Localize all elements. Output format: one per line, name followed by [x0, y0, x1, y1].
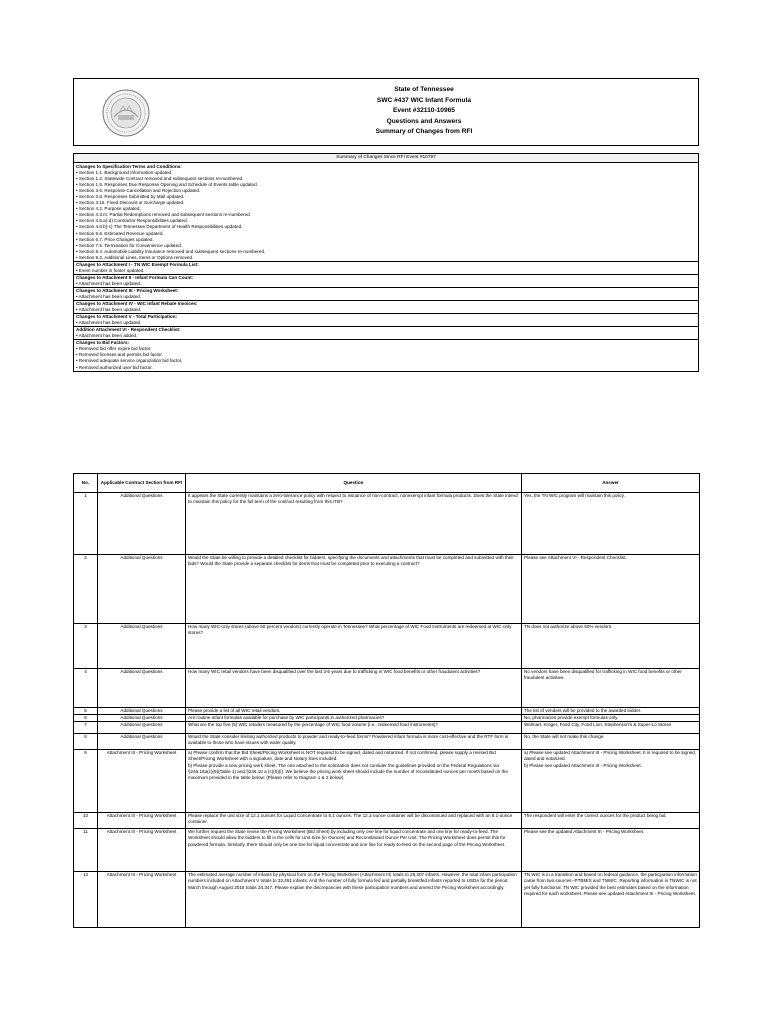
- row-number: 1: [74, 493, 98, 555]
- row-answer: Please see the updated Attachment III - Pricing Worksheet.: [522, 829, 700, 872]
- summary-item: • Section 3.6. Response Cancellation and Rejection updated.: [76, 188, 201, 194]
- table-row: [74, 872, 700, 928]
- row-section: Attachment III - Pricing Worksheet: [98, 750, 186, 813]
- summary-section: [74, 262, 698, 275]
- summary-item: • Section 7.5. Termination for Convenience updated.: [76, 242, 182, 248]
- row-number: 2: [74, 555, 98, 624]
- summary-item: • Section 4.6.b)-c) The Tennessee Department of Health Responsibilities updated.: [76, 224, 243, 230]
- summary-section: [74, 163, 698, 262]
- row-question: Would the State consider limiting authorized products to powder and ready-to-feed forms? Powdered infant formula is more cost-effective and the RTF form is available to those who have issues with water quality.: [186, 734, 522, 750]
- summary-item: • Removed adequate service organization bid factor.: [76, 358, 183, 364]
- row-number: 9: [74, 750, 98, 813]
- header-line: Summary of Changes from RFI: [375, 128, 473, 136]
- col-header-answer: Answer: [522, 474, 700, 493]
- row-number: 7: [74, 722, 98, 734]
- summary-item: • Attachment has been updated.: [76, 280, 142, 286]
- table-row: [74, 750, 700, 813]
- document-header: [73, 78, 699, 146]
- row-number: 3: [74, 624, 98, 669]
- summary-item: • Section 8.4. Automobile Liability Insurance removed and subsequent sections re-numbered.: [76, 248, 266, 254]
- table-row: [74, 722, 700, 734]
- row-answer: No, pharmacies provide exempt formulas only.: [522, 715, 700, 722]
- row-section: Additional Questions: [98, 493, 186, 555]
- row-number: 11: [74, 829, 98, 872]
- header-line: Questions and Answers: [386, 117, 462, 125]
- summary-section-heading: Changes to Attachment III - Pricing Worksheet:: [76, 287, 179, 293]
- row-answer: TN does not authorize above 50% vendors.: [522, 624, 700, 669]
- row-answer: No vendors have been disqualified for trafficking in WIC food benefits or other fraudulent activities.: [522, 669, 700, 708]
- row-question: How many WIC retail vendors have been disqualified over the last 3-5 years due to trafficking in WIC food benefits or other fraudulent activities?: [186, 669, 522, 708]
- row-question: Are routine infant formulas available for purchase by WIC participants in authorized pharmacies?: [186, 715, 522, 722]
- row-section: Additional Questions: [98, 722, 186, 734]
- summary-item: • Section 1.1. Background Information updated.: [76, 170, 173, 176]
- summary-item: • Event number in footer updated.: [76, 267, 145, 273]
- summary-item: • Section 1.5. Responses Due Response Opening and Schedule of Events table updated.: [76, 182, 258, 188]
- state-seal-icon: [102, 89, 150, 137]
- row-answer: The list of vendors will be provided to the awarded bidder.: [522, 708, 700, 715]
- table-row: [74, 493, 700, 555]
- summary-section: [74, 314, 698, 327]
- row-question: How many WIC-only stores (above 50 percent vendors) currently operate in Tennessee? What percentage of WIC Food Instruments are redeemed at WIC-only stores?: [186, 624, 522, 669]
- row-number: 10: [74, 813, 98, 829]
- summary-section-heading: Changes to Attachment IV - WIC Infant Rebate Invoices:: [76, 301, 198, 307]
- summary-item: • Section 3.8. Responses Submitted by Mail updated.: [76, 194, 185, 200]
- row-section: Additional Questions: [98, 734, 186, 750]
- summary-item: • Removed authorized user bid factor.: [76, 364, 153, 370]
- summary-section-heading: Changes to Attachment V - Total Participation:: [76, 314, 178, 320]
- row-question: What are the top five (5) WIC retailers measured by the percentage of WIC food volume (i.e., redeemed food instruments)?: [186, 722, 522, 734]
- table-row: [74, 624, 700, 669]
- summary-section: [74, 275, 698, 288]
- row-section: Attachment III - Pricing Worksheet: [98, 813, 186, 829]
- summary-section: [74, 327, 698, 340]
- row-question: Please provide a list of all WIC retail vendors.: [186, 708, 522, 715]
- summary-item: • Section 6.6. Estimated Revenue updated.: [76, 230, 164, 236]
- summary-item: • Section 9.3. Additional Lines, Items or Options removed.: [76, 254, 194, 260]
- summary-of-changes: [73, 153, 699, 372]
- table-row: [74, 813, 700, 829]
- row-section: Additional Questions: [98, 669, 186, 708]
- row-number: 4: [74, 669, 98, 708]
- summary-item: • Attachment has been added.: [76, 333, 138, 339]
- header-line: Event #32110-10965: [393, 107, 455, 115]
- summary-item: • Section 3.15. Fixed Discount or Surcharge updated.: [76, 200, 185, 206]
- table-row: [74, 708, 700, 715]
- summary-item: • Section 4.3.m. Partial Redemptions removed and subsequent sections re-numbered.: [76, 212, 251, 218]
- summary-title: Summary of Changes Since RFI Event #10797: [74, 154, 698, 163]
- row-section: Additional Questions: [98, 555, 186, 624]
- summary-item: • Attachment has been updated.: [76, 320, 142, 326]
- row-number: 6: [74, 715, 98, 722]
- row-answer: a) Please see updated Attachment III - Pricing Worksheet. It is required to be signed, dated and notarized. b) Please see updated Attachment III - Pricing Worksheet.: [522, 750, 700, 813]
- col-header-section: Applicable Contract Section from RFI: [98, 474, 186, 493]
- summary-section-heading: Changes to Specification Terms and Conditions:: [76, 164, 182, 169]
- row-answer: TN WIC is in a transition and based on federal guidance, the participation information came from two sources--PTBMIS and TNWIC. Reporting information in TNWIC is not yet fully functional. TN WIC provided the best estimates based on the information required for each worksheet. Please see updated Attachment III - Pricing Worksheet.: [522, 872, 700, 928]
- table-row: [74, 715, 700, 722]
- summary-item: • Attachment has been updated.: [76, 293, 142, 299]
- row-question: a) Please confirm that the Bid Sheet/Pricing Worksheet is NOT required to be signed, dated and notarized. If not confirmed, please supply a revised Bid Sheet/Pricing Worksheet with a signature, date and Notary lines included. b) Please provide a new pricing work sheet. The one attached to the solicitation does not consider the guidelines provided on the Federal Regulations via §246.16a(c)(9)(Table 1) and §246.10 a (c)(5)(i). We believe the pricing work sheet should include the number of reconstituted ounces per month based on the maximum provided in the table below: (Please refer to Diagram 1 & 2 below).: [186, 750, 522, 813]
- row-answer: No, the State will not make this change.: [522, 734, 700, 750]
- header-line: State of Tennessee: [394, 86, 454, 93]
- row-section: Attachment III - Pricing Worksheet: [98, 829, 186, 872]
- summary-section: [74, 340, 698, 370]
- row-answer: Please see Attachment VI - Respondent Checklist.: [522, 555, 700, 624]
- table-header-row: [74, 474, 700, 493]
- row-question: It appears the State currently maintains a zero-tolerance policy with respect to issuance of non-contract, nonexempt infant formula products. Does the State intend to maintain this policy for the full term of the contract resulting from this ITB?: [186, 493, 522, 555]
- summary-section: [74, 288, 698, 301]
- row-section: Additional Questions: [98, 708, 186, 715]
- row-section: Attachment III - Pricing Worksheet: [98, 872, 186, 928]
- row-answer: Yes, the TN WIC program will maintain this policy.: [522, 493, 700, 555]
- row-answer: The respondent will enter the correct ounces for the product being bid.: [522, 813, 700, 829]
- summary-item: • Attachment has been updated.: [76, 307, 142, 313]
- table-row: [74, 669, 700, 708]
- table-row: [74, 734, 700, 750]
- row-section: Additional Questions: [98, 624, 186, 669]
- summary-section-heading: Changes to Attachment II - Infant Formula Can Count:: [76, 274, 194, 280]
- summary-item: • Removed licenses and permits bid factor.: [76, 352, 163, 358]
- row-section: Additional Questions: [98, 715, 186, 722]
- row-answer: Walmart, Kroger, Food City, Food Lion, Stephenson's & Super-Lo Stores: [522, 722, 700, 734]
- row-number: 8: [74, 734, 98, 750]
- row-question: Please replace the unit size of 12.1 ounces for Liquid Concentrate to 8.1 ounces. The 12.1-ounce container will be discontinued and replaced with an 8.1-ounce container.: [186, 813, 522, 829]
- row-question: The estimated average number of infants by physical form on the Pricing Worksheet (Attachment III) totals to 28,307 infants. However, the total infant participation numbers included on Attachment V totals to 32,451 infants. And the number of fully formula fed and partially breastfed infants reported to USDA for the period March through August 2018 totals 34,347. Please explain the discrepancies with these participation numbers and amend the Pricing Worksheet accordingly.: [186, 872, 522, 928]
- row-number: 12: [74, 872, 98, 928]
- col-header-question: Question: [186, 474, 522, 493]
- col-header-no: No.: [74, 474, 98, 493]
- row-question: Would the State be willing to provide a detailed checklist for bidders, specifying the documents and attachments that must be completed and submitted with their bids? Would the State provide a separate checklist for items that must be completed prior to executing a contract?: [186, 555, 522, 624]
- summary-item: • Section 4.5.a)-d) Contractor Responsibilities updated.: [76, 218, 188, 224]
- summary-section-heading: Addition Attachment VI - Respondent Checklist:: [76, 327, 181, 333]
- questions-answers-table: [73, 473, 700, 928]
- table-row: [74, 555, 700, 624]
- summary-item: • Section 6.7. Price Changes updated.: [76, 236, 154, 242]
- row-number: 5: [74, 708, 98, 715]
- header-line: SWC #437 WIC Infant Formula: [376, 96, 472, 104]
- header-title-block: [274, 85, 574, 138]
- summary-section: [74, 301, 698, 314]
- table-row: [74, 829, 700, 872]
- row-question: We further request the State revise the Pricing Worksheet (Bid Sheet) by including only one line for liquid concentrate and one line for ready-to-feed. The Worksheet should allow the bidders to fill in the cells for Unit Size (in Ounces) and Reconstituted Ounce Per Unit. The Pricing Worksheet does permit this for powdered formula. Similarly, there should only be one line for liquid concentrate and one line for ready-to-feed on the second page of the Pricing Worksheet.: [186, 829, 522, 872]
- summary-section-heading: Changes to Bid Factors:: [76, 340, 130, 346]
- summary-item: • Section 1.2. Statewide Contract removed and subsequent sections re-numbered.: [76, 176, 244, 182]
- summary-item: • Removed bid offer expire bid factor.: [76, 346, 152, 352]
- summary-item: • Section 4.2. Purpose updated.: [76, 206, 141, 212]
- summary-section-heading: Changes to Attachment I - TN WIC Exempt Formula List:: [76, 261, 199, 267]
